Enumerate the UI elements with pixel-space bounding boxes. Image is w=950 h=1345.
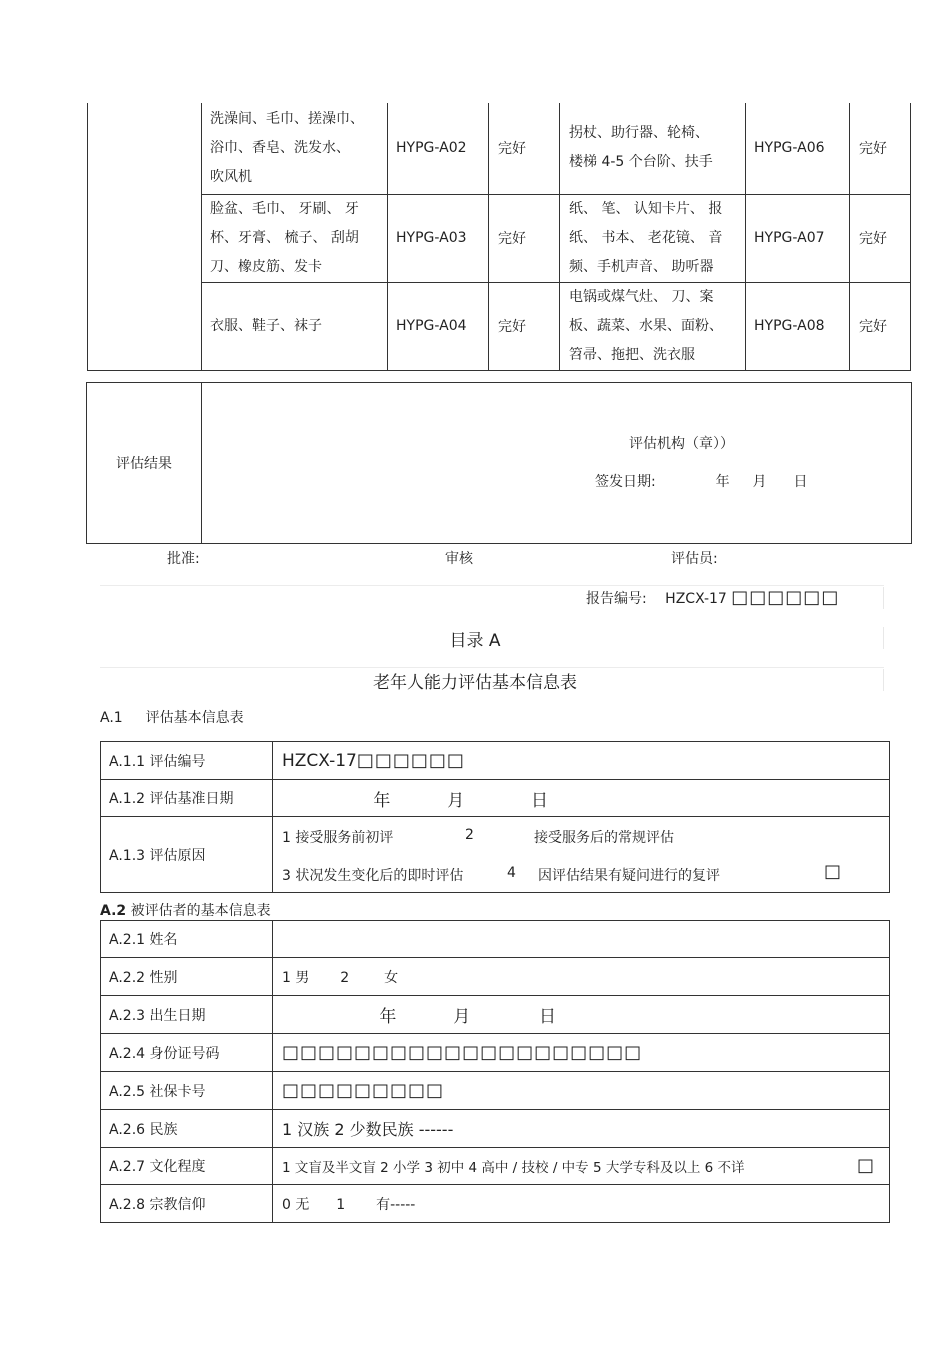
equipment-row <box>88 103 911 194</box>
divider <box>100 585 884 586</box>
item-line: 拐杖、助行器、轮椅、 <box>569 125 709 142</box>
religion-option-yes: 有----- <box>376 1196 416 1213</box>
section-a1-heading <box>100 707 244 727</box>
assessor-label: 评估员: <box>671 551 718 567</box>
date-year: 年 <box>373 790 391 811</box>
religion-option-number: 1 <box>336 1196 346 1213</box>
item-line: 脸盆、毛巾、 牙刷、 牙 <box>210 200 359 217</box>
religion-label: A.2.8 宗教信仰 <box>101 1185 273 1223</box>
divider <box>883 587 884 609</box>
id-number-field[interactable] <box>273 1034 890 1072</box>
section-a2-heading <box>100 900 271 920</box>
table-row <box>101 1185 890 1223</box>
assessment-date-field[interactable] <box>273 780 890 817</box>
form-title: 老年人能力评估基本信息表 <box>373 673 577 693</box>
birth-date-label: A.2.3 出生日期 <box>101 996 273 1034</box>
approve-label: 批准: <box>167 551 200 567</box>
basic-assessment-info-table <box>100 741 890 893</box>
education-field[interactable] <box>273 1148 890 1185</box>
gender-option-number: 2 <box>340 969 350 986</box>
item-line: 衣服、鞋子、袜子 <box>210 317 322 334</box>
equipment-row <box>88 282 911 370</box>
item-line: 板、蔬菜、水果、面粉、 <box>569 317 723 334</box>
item-line: 纸、 书本、 老花镜、 音 <box>569 229 723 246</box>
equipment-items-left <box>202 103 388 194</box>
equipment-code: HYPG-A03 <box>388 194 489 282</box>
assessment-number-boxes: □□□□□□ <box>356 750 465 771</box>
item-line: 频、手机声音、 助听器 <box>569 258 714 275</box>
review-label: 审核 <box>445 551 473 567</box>
equipment-status: 完好 <box>489 282 560 370</box>
social-card-field[interactable] <box>273 1072 890 1110</box>
reason-line-1 <box>282 827 393 847</box>
equipment-status: 完好 <box>489 103 560 194</box>
education-options: 1 文盲及半文盲 2 小学 3 初中 4 高中 / 技校 / 中专 5 大学专科及以上 6 不详 <box>282 1160 745 1176</box>
gender-label: A.2.2 性别 <box>101 958 273 996</box>
assessment-date-label: A.1.2 评估基准日期 <box>101 780 273 817</box>
date-month: 月 <box>453 1007 471 1027</box>
date-month: 月 <box>447 790 465 811</box>
assessment-org-seal: 评估机构（章）） <box>629 436 734 452</box>
id-number-label: A.2.4 身份证号码 <box>101 1034 273 1072</box>
education-label: A.2.7 文化程度 <box>101 1148 273 1185</box>
birth-date-field[interactable] <box>273 996 890 1034</box>
equipment-code: HYPG-A08 <box>746 282 850 370</box>
date-year: 年 <box>379 1007 397 1027</box>
table-row <box>101 780 890 817</box>
table-row <box>101 1072 890 1110</box>
social-card-boxes: □□□□□□□□□ <box>282 1080 445 1101</box>
equipment-items-left <box>202 194 388 282</box>
religion-field[interactable] <box>273 1185 890 1223</box>
reason-option-number: 2 <box>465 827 474 843</box>
table-row <box>101 921 890 958</box>
item-line: 浴巾、香皂、洗发水、 <box>210 139 350 156</box>
issue-date-year: 年 <box>715 474 730 490</box>
date-day: 日 <box>539 1007 557 1027</box>
equipment-status: 完好 <box>850 282 911 370</box>
reason-option: 1 接受服务前初评 <box>282 830 394 846</box>
item-line: 楼梯 4-5 个台阶、扶手 <box>569 154 713 171</box>
equipment-category-cell <box>88 103 202 370</box>
id-number-boxes: □□□□□□□□□□□□□□□□□□□□ <box>282 1042 643 1063</box>
item-line: 刀、橡皮筋、发卡 <box>210 258 322 275</box>
ethnicity-label: A.2.6 民族 <box>101 1110 273 1148</box>
report-number-boxes: □□□□□□ <box>731 587 840 608</box>
reason-option: 3 状况发生变化后的即时评估 <box>282 868 464 884</box>
section-title: 评估基本信息表 <box>145 710 244 726</box>
table-row <box>101 742 890 780</box>
reason-option: 因评估结果有疑问进行的复评 <box>538 868 720 884</box>
assessment-reason-label: A.1.3 评估原因 <box>101 817 273 893</box>
issue-date-label: 签发日期: <box>595 474 656 490</box>
issue-date-day: 日 <box>793 474 808 490</box>
gender-field[interactable] <box>273 958 890 996</box>
equipment-code: HYPG-A04 <box>388 282 489 370</box>
item-line: 杯、牙膏、 梳子、 刮胡 <box>210 229 359 246</box>
item-line: 洗澡间、毛巾、搓澡巾、 <box>210 110 364 127</box>
result-label: 评估结果 <box>87 383 202 544</box>
equipment-status: 完好 <box>489 194 560 282</box>
equipment-status: 完好 <box>850 194 911 282</box>
item-line: 笤帚、拖把、洗衣服 <box>569 346 695 363</box>
equipment-code: HYPG-A06 <box>746 103 850 194</box>
equipment-items-right <box>560 194 746 282</box>
date-day: 日 <box>531 790 549 811</box>
item-line: 纸、 笔、 认知卡片、 报 <box>569 200 723 217</box>
assessment-number-code: HZCX-17 <box>282 751 357 771</box>
assessment-number-field[interactable] <box>273 742 890 780</box>
report-number-code: HZCX-17 <box>665 591 727 607</box>
report-number <box>586 587 839 608</box>
reason-checkbox[interactable]: □ <box>824 861 842 882</box>
table-row <box>101 1034 890 1072</box>
item-line: 吹风机 <box>210 168 252 185</box>
gender-option-male: 1 男 <box>282 969 310 986</box>
name-field[interactable] <box>273 921 890 958</box>
table-row <box>101 817 890 893</box>
religion-option-none: 0 无 <box>282 1196 310 1213</box>
section-number: A.1 <box>100 710 123 726</box>
equipment-table <box>87 103 911 371</box>
equipment-items-right <box>560 103 746 194</box>
assessee-info-table <box>100 920 890 1223</box>
result-body <box>202 383 912 544</box>
equipment-code: HYPG-A02 <box>388 103 489 194</box>
result-table <box>86 382 912 544</box>
report-number-label: 报告编号: <box>586 591 647 607</box>
table-row <box>101 1110 890 1148</box>
assessment-number-label: A.1.1 评估编号 <box>101 742 273 780</box>
education-checkbox[interactable]: □ <box>857 1155 875 1176</box>
section-title: 被评估者的基本信息表 <box>130 903 271 919</box>
reason-option-number: 4 <box>507 865 516 881</box>
item-line: 电锅或煤气灶、 刀、案 <box>569 288 714 305</box>
ethnicity-field[interactable]: 1 汉族 2 少数民族 ------ <box>273 1110 890 1148</box>
table-row <box>101 996 890 1034</box>
equipment-items-left <box>202 282 388 370</box>
social-card-label: A.2.5 社保卡号 <box>101 1072 273 1110</box>
issue-date-month: 月 <box>752 474 767 490</box>
table-row <box>101 958 890 996</box>
equipment-items-right <box>560 282 746 370</box>
name-label: A.2.1 姓名 <box>101 921 273 958</box>
appendix-title: 目录 A <box>449 631 501 651</box>
section-number: A.2 <box>100 903 127 919</box>
gender-option-female: 女 <box>384 969 399 986</box>
table-row <box>101 1148 890 1185</box>
equipment-row <box>88 194 911 282</box>
assessment-reason-field[interactable] <box>273 817 890 893</box>
reason-option: 接受服务后的常规评估 <box>534 830 674 846</box>
equipment-code: HYPG-A07 <box>746 194 850 282</box>
issue-date <box>595 471 807 491</box>
equipment-status: 完好 <box>850 103 911 194</box>
